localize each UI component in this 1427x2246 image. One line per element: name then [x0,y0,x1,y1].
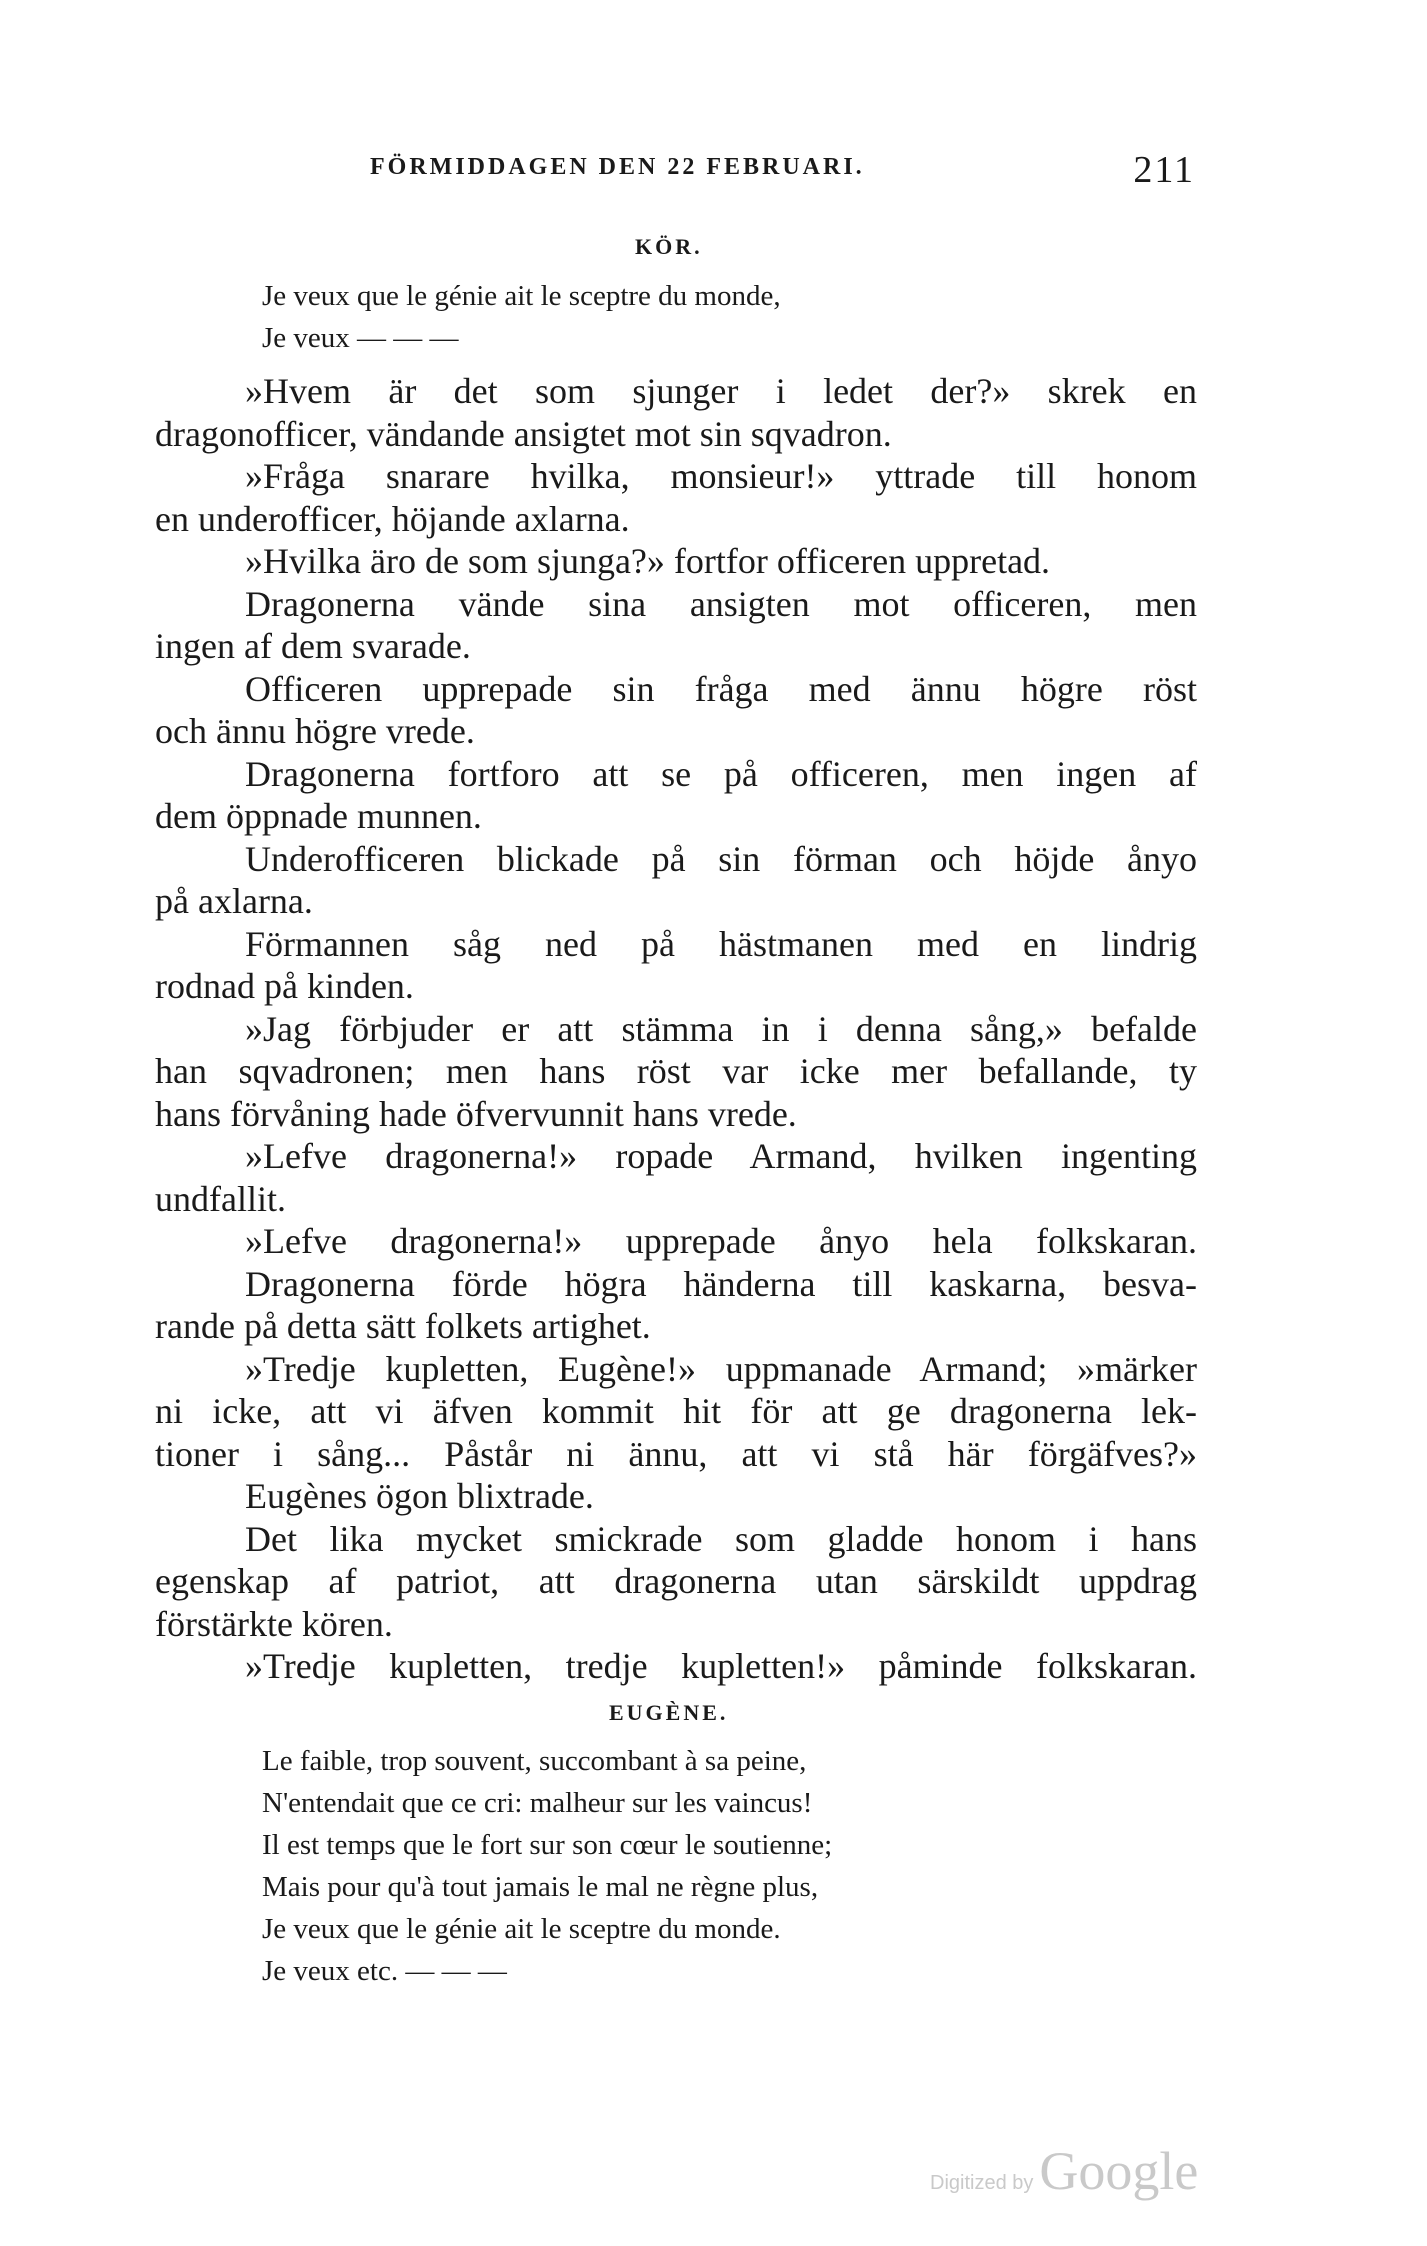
chorus-speaker-label: KÖR. [635,234,703,259]
prose-line: Officeren upprepade sin fråga med ännu högre röst [245,668,1197,709]
prose-line: »Jag förbjuder er att stämma in i denna sång,» befalde [245,1008,1197,1049]
chorus-verse-line: Je veux — — — [262,322,459,354]
digitized-watermark [930,2140,1198,2200]
prose-line: »Lefve dragonerna!» ropade Armand, hvilken ingenting [245,1136,1197,1176]
prose-line: tioner i sång... Påstår ni ännu, att vi stå här förgäfves?» [155,1433,1197,1474]
prose-line: »Tredje kupletten, tredje kupletten!» påminde folkskaran. [245,1646,1197,1686]
prose-line: en underofficer, höjande axlarna. [155,498,630,539]
eugene-verse-line: Mais pour qu'à tout jamais le mal ne règne plus, [262,1871,819,1903]
prose-line: Dragonerna fortforo att se på officeren, men ingen af [245,753,1197,794]
prose-line: »Tredje kupletten, Eugène!» uppmanade Armand; »märker [245,1348,1197,1389]
prose-line: dem öppnade munnen. [155,796,482,836]
chorus-verse [262,275,781,359]
prose-line: rodnad på kinden. [155,966,414,1006]
prose-line: och ännu högre vrede. [155,711,475,751]
page-number: 211 [1133,149,1195,191]
prose-line: han sqvadronen; men hans röst var icke mer befallande, ty [155,1051,1197,1091]
eugene-verse-line: Je veux etc. — — — [262,1955,507,1987]
eugene-verse-line: Il est temps que le fort sur son cœur le soutienne; [262,1829,833,1861]
prose-line: »Hvilka äro de som sjunga?» fortfor officeren uppretad. [245,541,1051,581]
chorus-verse-line: Je veux que le génie ait le sceptre du monde, [262,280,781,312]
prose-line: förstärkte kören. [155,1603,393,1644]
prose-line: rande på detta sätt folkets artighet. [155,1306,651,1346]
prose-line: på axlarna. [155,881,313,921]
prose-line: ni icke, att vi äfven kommit hit för att ge dragonerna lek- [155,1391,1197,1431]
prose-line: undfallit. [155,1178,286,1219]
eugene-verse-line: Je veux que le génie ait le sceptre du monde. [262,1913,781,1945]
prose-line: Förmannen såg ned på hästmanen med en lindrig [245,923,1197,964]
prose-line: Underofficeren blickade på sin förman och höjde ånyo [245,838,1197,879]
prose-line: Det lika mycket smickrade som gladde honom i hans [245,1518,1197,1559]
prose-line: Dragonerna vände sina ansigten mot officeren, men [245,583,1197,624]
prose-line: ingen af dem svarade. [155,626,471,666]
prose-line: »Fråga snarare hvilka, monsieur!» yttrade till honom [245,456,1197,496]
running-header [155,148,1195,191]
prose-line: dragonofficer, vändande ansigtet mot sin sqvadron. [155,413,892,454]
eugene-speaker-label: EUGÈNE. [609,1700,729,1725]
watermark-caption: Digitized by [930,2172,1034,2194]
prose-line: Eugènes ögon blixtrade. [245,1476,594,1516]
prose-body [155,370,1197,1688]
prose-line: »Lefve dragonerna!» upprepade ånyo hela folkskaran. [245,1221,1197,1261]
prose-line: egenskap af patriot, att dragonerna utan särskildt uppdrag [155,1561,1197,1601]
eugene-verse [262,1740,832,1992]
prose-line: »Hvem är det som sjunger i ledet der?» skrek en [245,371,1197,411]
running-title: FÖRMIDDAGEN DEN 22 FEBRUARI. [370,154,865,180]
watermark-logo: Google [1039,2141,1199,2201]
prose-line: Dragonerna förde högra händerna till kaskarna, besva- [245,1263,1197,1304]
eugene-verse-line: Le faible, trop souvent, succombant à sa peine, [262,1745,807,1777]
prose-line: hans förvåning hade öfvervunnit hans vrede. [155,1093,797,1134]
eugene-verse-line: N'entendait que ce cri: malheur sur les vaincus! [262,1787,813,1819]
